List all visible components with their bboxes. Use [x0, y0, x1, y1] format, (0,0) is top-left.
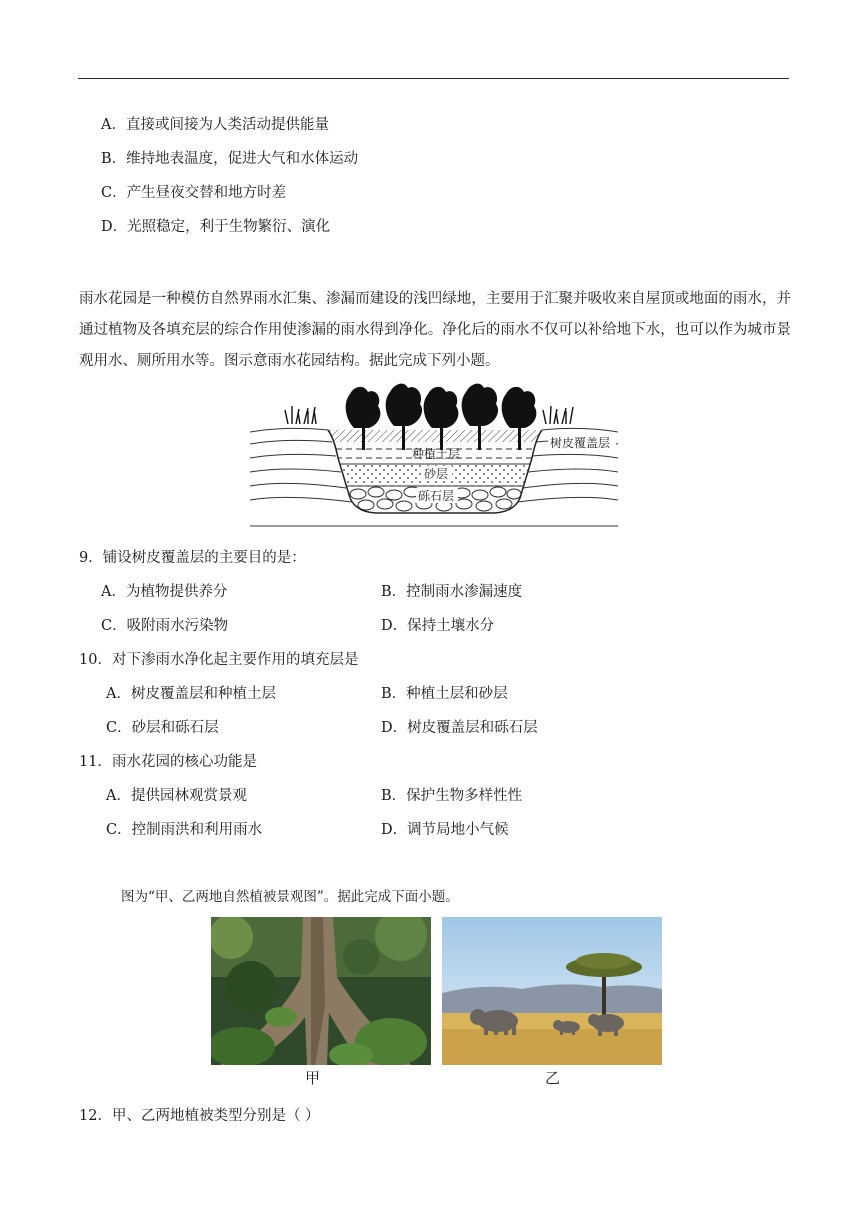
question-9-stem: 9．铺设树皮覆盖层的主要目的是：	[79, 550, 306, 566]
photo-rainforest	[211, 917, 431, 1065]
rain-garden-diagram	[246, 380, 622, 532]
question-10-option-b[interactable]: B．种植土层和砂层	[381, 686, 508, 702]
label-gravel: 砾石层	[418, 489, 455, 503]
figure-note: 图为“甲、乙两地自然植被景观图”。据此完成下面小题。	[121, 889, 459, 905]
question-11-stem: 11．雨水花园的核心功能是	[79, 754, 257, 770]
question-11-option-d[interactable]: D．调节局地小气候	[381, 822, 509, 838]
label-soil: 种植土层	[412, 447, 461, 461]
question-9-option-b[interactable]: B．控制雨水渗漏速度	[381, 584, 523, 600]
prev-option-d: D．光照稳定，利于生物繁衍、演化	[101, 219, 331, 235]
photo-caption-left: 甲	[305, 1069, 321, 1087]
photo-savanna	[442, 917, 662, 1065]
question-9-option-a[interactable]: A．为植物提供养分	[101, 584, 228, 600]
header-rule	[78, 78, 789, 79]
prev-option-a: A．直接或间接为人类活动提供能量	[101, 117, 329, 133]
question-10-stem: 10．对下渗雨水净化起主要作用的填充层是	[79, 652, 359, 668]
label-sand: 砂层	[424, 467, 449, 481]
question-10-option-a[interactable]: A．树皮覆盖层和种植土层	[106, 686, 276, 702]
question-9-option-c[interactable]: C．吸附雨水污染物	[101, 618, 229, 634]
question-10-option-d[interactable]: D．树皮覆盖层和砾石层	[381, 720, 538, 736]
passage-text: 雨水花园是一种模仿自然界雨水汇集、渗漏而建设的浅凹绿地，主要用于汇聚并吸收来自屋顶或地面的雨水，并通过植物及各填充层的综合作用使渗漏的雨水得到净化。净化后的雨水不仅可以补给地下水，也可以作为城市景观用水、厕所用水等。图示意雨水花园结构。据此完成下列小题。	[79, 291, 791, 369]
label-bark: 树皮覆盖层	[550, 436, 611, 450]
photo-caption-right: 乙	[545, 1069, 561, 1087]
prev-option-c: C．产生昼夜交替和地方时差	[101, 185, 287, 201]
question-9-option-d[interactable]: D．保持土壤水分	[381, 618, 495, 634]
prev-option-b: B．维持地表温度，促进大气和水体运动	[101, 151, 359, 167]
question-10-option-c[interactable]: C．砂层和砾石层	[106, 720, 219, 736]
question-12-stem: 12．甲、乙两地植被类型分别是（ ）	[79, 1108, 320, 1124]
question-11-option-c[interactable]: C．控制雨洪和利用雨水	[106, 822, 263, 838]
question-11-option-a[interactable]: A．提供园林观赏景观	[106, 788, 247, 804]
question-11-option-b[interactable]: B．保护生物多样性性	[381, 788, 523, 804]
